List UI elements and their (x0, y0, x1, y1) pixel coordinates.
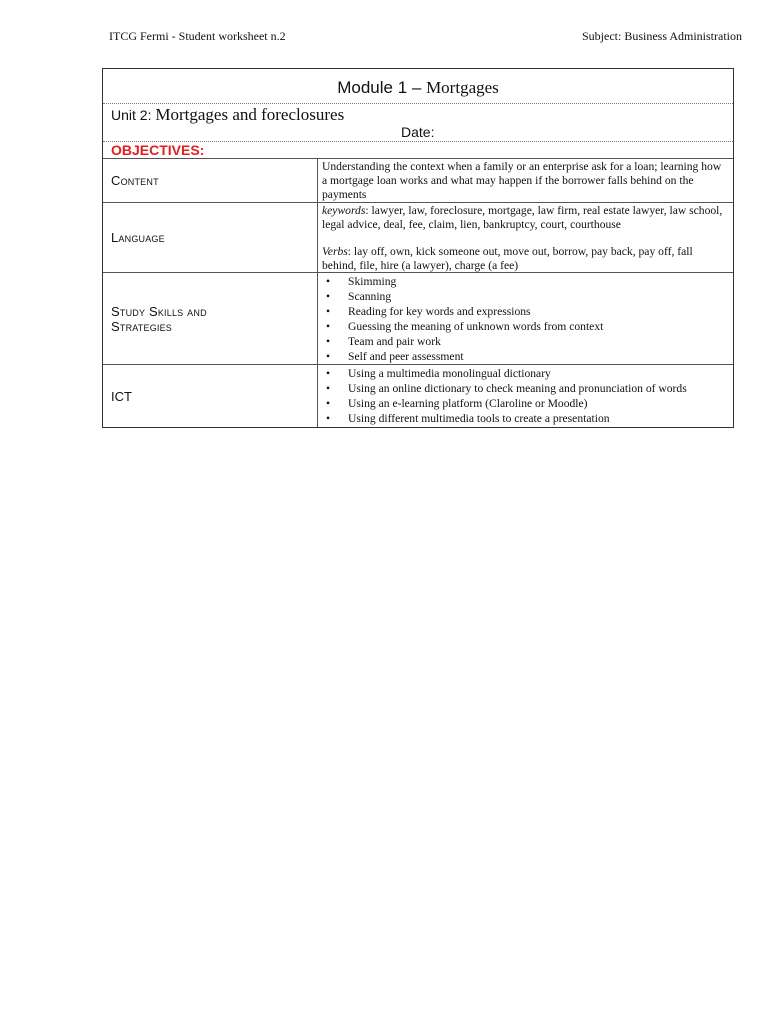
content-text: Understanding the context when a family or an enterprise ask for a loan; learning how a mortgage loan works and what may happen if the borrower falls behind on the payments (322, 160, 722, 201)
keywords-label: keywords (322, 204, 366, 217)
list-item: • Self and peer assessment (322, 349, 729, 364)
date-row (103, 125, 733, 142)
row-content (103, 159, 733, 203)
keywords-line (322, 204, 729, 232)
unit-label: Unit 2 (111, 107, 148, 123)
verbs-label: Verbs (322, 245, 348, 258)
list-item: • Scanning (322, 289, 729, 304)
study-label-cell (103, 273, 318, 364)
date-label: Date: (401, 124, 435, 140)
study-list-cell (318, 273, 733, 364)
ict-list-cell (318, 365, 733, 427)
list-item: • Using a multimedia monolingual dictionary (322, 366, 729, 381)
header-school: ITCG Fermi - Student worksheet n.2 (109, 29, 286, 43)
list-item: • Using an online dictionary to check meaning and pronunciation of words (322, 381, 729, 396)
language-text (318, 203, 733, 272)
list-item: • Using an e-learning platform (Claroline or Moodle) (322, 396, 729, 411)
list-item: • Skimming (322, 274, 729, 289)
language-label-cell (103, 203, 318, 272)
keywords-text: : lawyer, law, foreclosure, mortgage, law firm, real estate lawyer, law school, legal advice, deal, fee, claim, lien, bankruptcy, court, courthouse (322, 204, 723, 231)
objectives-heading: OBJECTIVES: (103, 142, 733, 159)
objectives-table (102, 68, 734, 428)
ict-label: ICT (111, 388, 132, 404)
verbs-line (322, 245, 729, 273)
list-item: • Reading for key words and expressions (322, 304, 729, 319)
module-name: Mortgages (426, 78, 499, 97)
unit-name: Mortgages and foreclosures (155, 105, 345, 124)
list-item: • Guessing the meaning of unknown words from context (322, 319, 729, 334)
list-item: • Team and pair work (322, 334, 729, 349)
list-item: • Using different multimedia tools to create a presentation (322, 411, 729, 426)
content-label: Content (111, 173, 159, 188)
row-ict (103, 365, 733, 427)
row-language (103, 203, 733, 273)
study-label (111, 304, 207, 334)
language-label: Language (111, 230, 165, 245)
unit-separator: : (147, 107, 156, 123)
study-list (322, 274, 729, 364)
study-label-line1: Study Skills and (111, 303, 207, 319)
ict-list (322, 366, 729, 426)
study-label-line2: Strategies (111, 318, 173, 334)
unit-title (103, 104, 733, 125)
module-title (103, 69, 733, 104)
row-study-skills (103, 273, 733, 365)
ict-label-cell (103, 365, 318, 427)
header-subject: Subject: Business Administration (581, 29, 742, 43)
module-label: Module 1 – (337, 78, 427, 97)
content-label-cell (103, 159, 318, 202)
verbs-text: : lay off, own, kick someone out, move out, borrow, pay back, pay off, fall behind, file, hire (a lawyer), charge (a fee) (322, 245, 693, 272)
